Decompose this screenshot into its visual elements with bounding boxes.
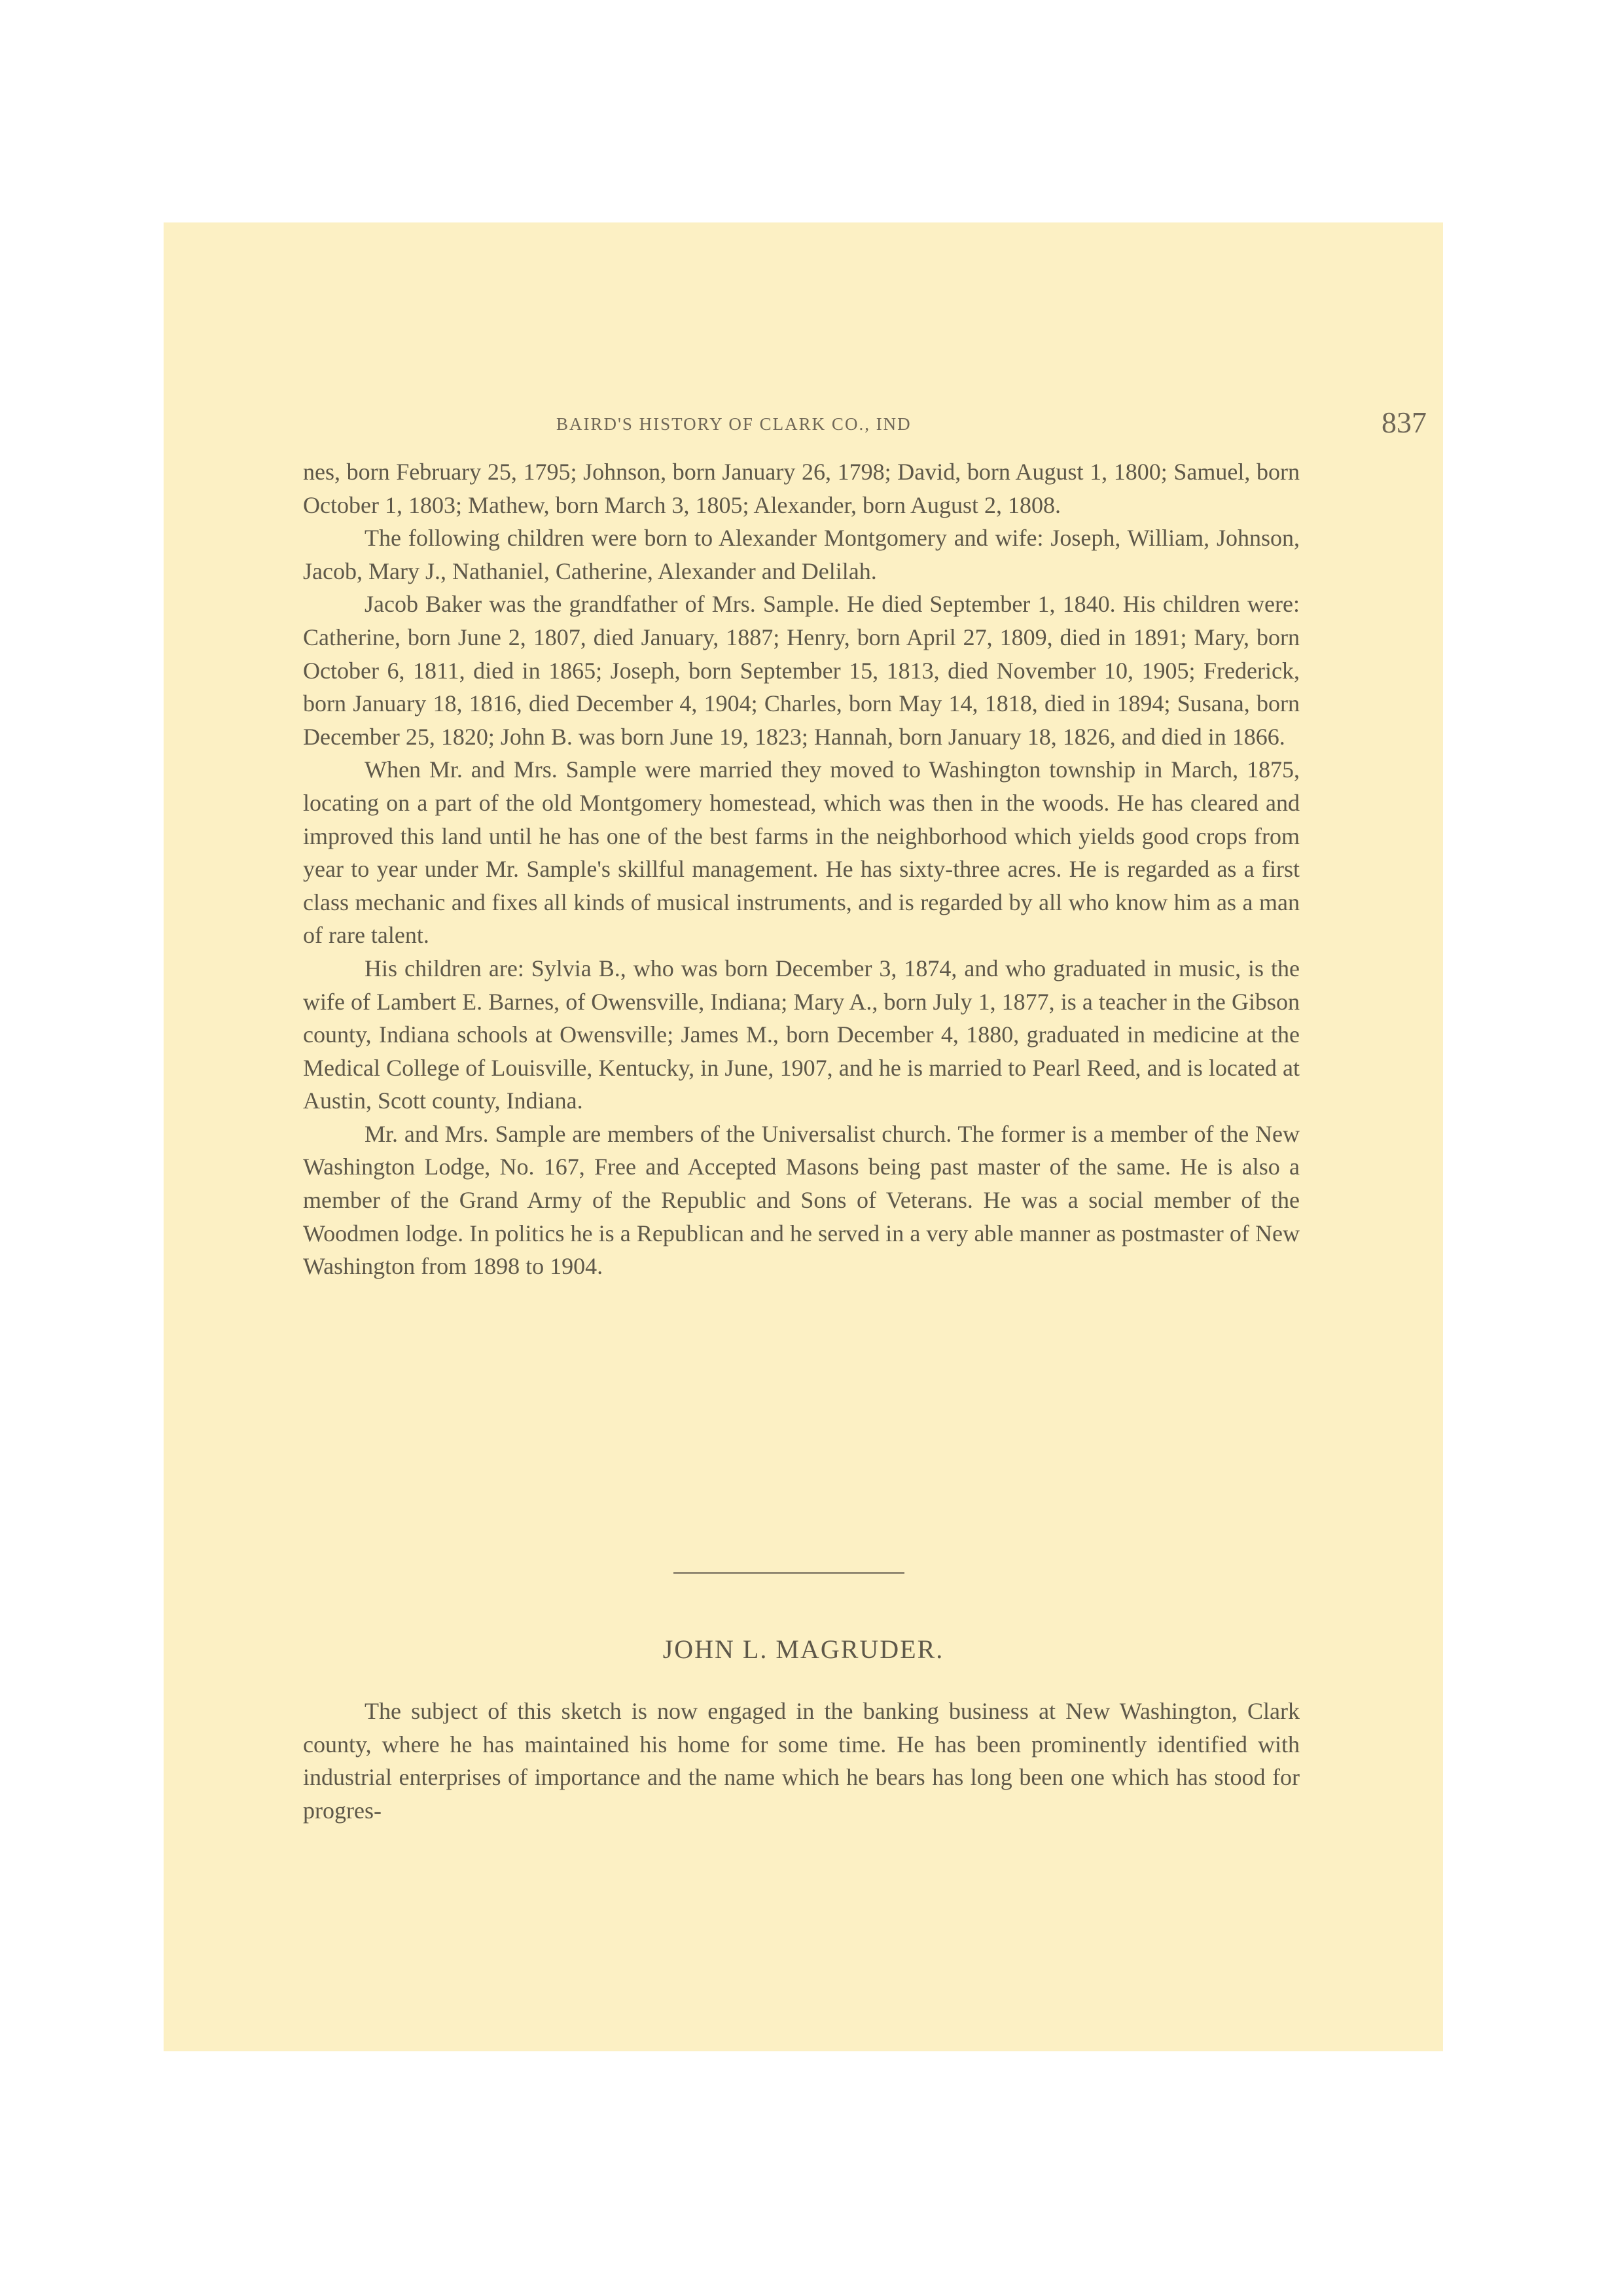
paragraph-2: The following children were born to Alexander Montgomery and wife: Joseph, William, Johnson, Jacob, Mary J., Nathaniel, Catherine, Alexander and Delilah. [303,525,1300,584]
section-body [303,1695,1300,1827]
paragraph-6: Mr. and Mrs. Sample are members of the Universalist church. The former is a member of the New Washington Lodge, No. 167, Free and Accepted Masons being past master of the same. He is also a member of the Grand Army of the Republic and Sons of Veterans. He was a social member of the Woodmen lodge. In politics he is a Republican and he served in a very able manner as postmaster of New Washington from 1898 to 1904. [303,1120,1300,1280]
page-header [556,401,1427,447]
paragraph-1: nes, born February 25, 1795; Johnson, born January 26, 1798; David, born August 1, 1800; Samuel, born October 1, 1803; Mathew, born March 3, 1805; Alexander, born August 2, 1808. [303,459,1300,518]
book-page [164,222,1443,2051]
paragraph-3: Jacob Baker was the grandfather of Mrs. Sample. He died September 1, 1840. His children were: Catherine, born June 2, 1807, died January, 1887; Henry, born April 27, 1809, died in 1891; Mary, born October 6, 1811, died in 1865; Joseph, born September 15, 1813, died November 10, 1905; Frederick, born January 18, 1816, died December 4, 1904; Charles, born May 14, 1818, died in 1894; Susana, born December 25, 1820; John B. was born June 19, 1823; Hannah, born January 18, 1826, and died in 1866. [303,591,1300,750]
section-title: JOHN L. MAGRUDER. [662,1634,944,1664]
section-paragraph-1: The subject of this sketch is now engaged in the banking business at New Washington, Clark county, where he has maintained his home for some time. He has been prominently identified with industrial enterprises of importance and the name which he bears has long been one which has stood for progres- [303,1698,1300,1824]
section-divider [673,1572,904,1574]
page-number: 837 [1382,406,1427,439]
body-text [303,455,1300,1283]
paragraph-5: His children are: Sylvia B., who was born December 3, 1874, and who graduated in music, is the wife of Lambert E. Barnes, of Owensville, Indiana; Mary A., born July 1, 1877, is a teacher in the Gibson county, Indiana schools at Owensville; James M., born December 4, 1880, graduated in medicine at the Medical College of Louisville, Kentucky, in June, 1907, and he is married to Pearl Reed, and is located at Austin, Scott county, Indiana. [303,955,1300,1114]
paragraph-4: When Mr. and Mrs. Sample were married they moved to Washington township in March, 1875, locating on a part of the old Montgomery homestead, which was then in the woods. He has cleared and improved this land until he has one of the best farms in the neighborhood which yields good crops from year to year under Mr. Sample's skillful management. He has sixty-three acres. He is regarded as a first class mechanic and fixes all kinds of musical instruments, and is regarded by all who know him as a man of rare talent. [303,756,1300,949]
running-head: BAIRD'S HISTORY OF CLARK CO., IND [556,414,912,434]
